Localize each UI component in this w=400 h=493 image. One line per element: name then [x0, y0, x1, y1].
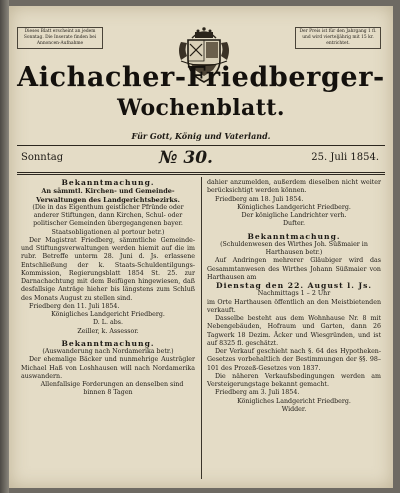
notice-addressee: An sämmtl. Kirchen- und Gemeinde-Verwaltungen des Landgerichtsbezirks.	[36, 187, 180, 204]
notice-subject: (Auswanderung nach Nordamerika betr.)	[42, 348, 174, 355]
notice-date: Friedberg am 3. Juli 1854.	[215, 389, 300, 397]
notice-subject: (Die in das Eigenthum geistlicher Pfründe oder anderer Stiftungen, dann Kirchen, Schul- oder politischer Gemeinden übergegangenen bayer. Staatsobligationen al portour betr.)	[32, 203, 184, 236]
notice-body: Der ehemalige Bäcker und nunmehrige Austrägler Michael Haß von Loshhausen will nach Nordamerika auswandern.	[21, 356, 195, 380]
notice-signature: Dufter.	[282, 220, 305, 228]
column-divider	[201, 177, 202, 479]
divider	[17, 145, 385, 146]
right-column	[207, 179, 381, 414]
price-notice: Der Preis ist für den Jahrgang 1 fl. und wird vierteljährig mit 15 kr. entrichtet.	[295, 27, 381, 49]
scan-edge	[0, 0, 9, 493]
issue-day: Sonntag	[21, 152, 64, 163]
notice-heading: Bekanntmachung.	[247, 231, 341, 241]
notice-abs: D. L. abs.	[92, 319, 124, 327]
notice-subject: (Schuldenwesen des Wirthes Joh. Süßmaier in Harthausen betr.)	[220, 240, 368, 256]
notice-signature: Widder.	[281, 405, 307, 413]
notice-heading: Bekanntmachung.	[61, 338, 155, 348]
notice-body: Auf Andringen mehrerer Gläubiger wird das Gesammtanwesen des Wirthes Johann Süßmaier von Harthausen am	[207, 257, 381, 281]
notice-body: im Orte Harthausen öffentlich an den Meistbietenden verkauft.	[207, 298, 381, 314]
notice-body: Allenfallsige Forderungen an denselben sind binnen 8 Tagen	[40, 381, 184, 397]
notice-body: Dasselbe besteht aus dem Wohnhause Nr. 8 mit Nebengebäuden, Hofraum und Garten, dann 26 Tagwerk 18 Dezim. Äcker und Wiesgründen, und ist auf 8325 fl. geschätzt.	[207, 315, 381, 347]
notice-office: Königliches Landgericht Friedberg.	[237, 203, 351, 211]
newspaper-page	[9, 6, 393, 488]
masthead-subtitle: Wochenblatt.	[117, 95, 285, 121]
notice-office: Königliches Landgericht Friedberg.	[237, 397, 351, 405]
publication-notice: Dieses Blatt erscheint an jedem Sonntag. Die Inserate finden bei Annoncen-Aufnahme	[17, 27, 103, 49]
auction-date: Dienstag den 22. August l. Js.	[216, 281, 372, 290]
notice-role: Der königliche Landrichter verh.	[241, 212, 347, 219]
issue-number: № 30.	[159, 148, 213, 168]
issue-date: 25. Juli 1854.	[311, 152, 379, 163]
left-column	[21, 179, 195, 398]
notice-heading: Bekanntmachung.	[61, 178, 155, 187]
notice-body: dahier anzumelden, außerdem dieselben nicht weiter berücksichtigt werden können.	[207, 179, 381, 195]
motto: Für Gott, König und Vaterland.	[131, 131, 271, 141]
notice-body: Die näheren Verkaufsbedingungen werden am Versteigerungstage bekannt gemacht.	[207, 372, 381, 388]
notice-date: Friedberg den 11. Juli 1854.	[29, 302, 120, 310]
notice-date: Friedberg am 18. Juli 1854.	[215, 195, 304, 203]
notice-body: Der Verkauf geschieht nach §. 64 des Hypotheken-Gesetzes vorbehaltlich der Bestimmungen der §§. 98–101 des Prozeß-Gesetzes von 1837.	[207, 348, 381, 372]
notice-office: Königliches Landgericht Friedberg.	[51, 311, 165, 318]
auction-time: Nachmittags 1 – 2 Uhr	[257, 290, 331, 298]
notice-body: Der Magistrat Friedberg, sämmtliche Gemeinde- und Stiftungsverwaltungen werden hiemit auf die im rubr. Betreffe unterm 28. Juni d. Js. erlassene Entschließung der k. Staats-Schuldentilgungs-Kommission, Regierungsblatt 1854 St. 25. zur Darnachachtung mit dem Beifügen hingewiesen, daß desfallsige Anträge hieher bis längstens zum Schluß des Monats August zu stellen sind.	[21, 236, 195, 302]
notice-signature: Zeiller, k. Assessor.	[77, 327, 139, 335]
divider	[17, 172, 385, 173]
divider	[17, 174, 385, 175]
masthead-title: Aichacher-Friedberger-	[17, 62, 385, 93]
